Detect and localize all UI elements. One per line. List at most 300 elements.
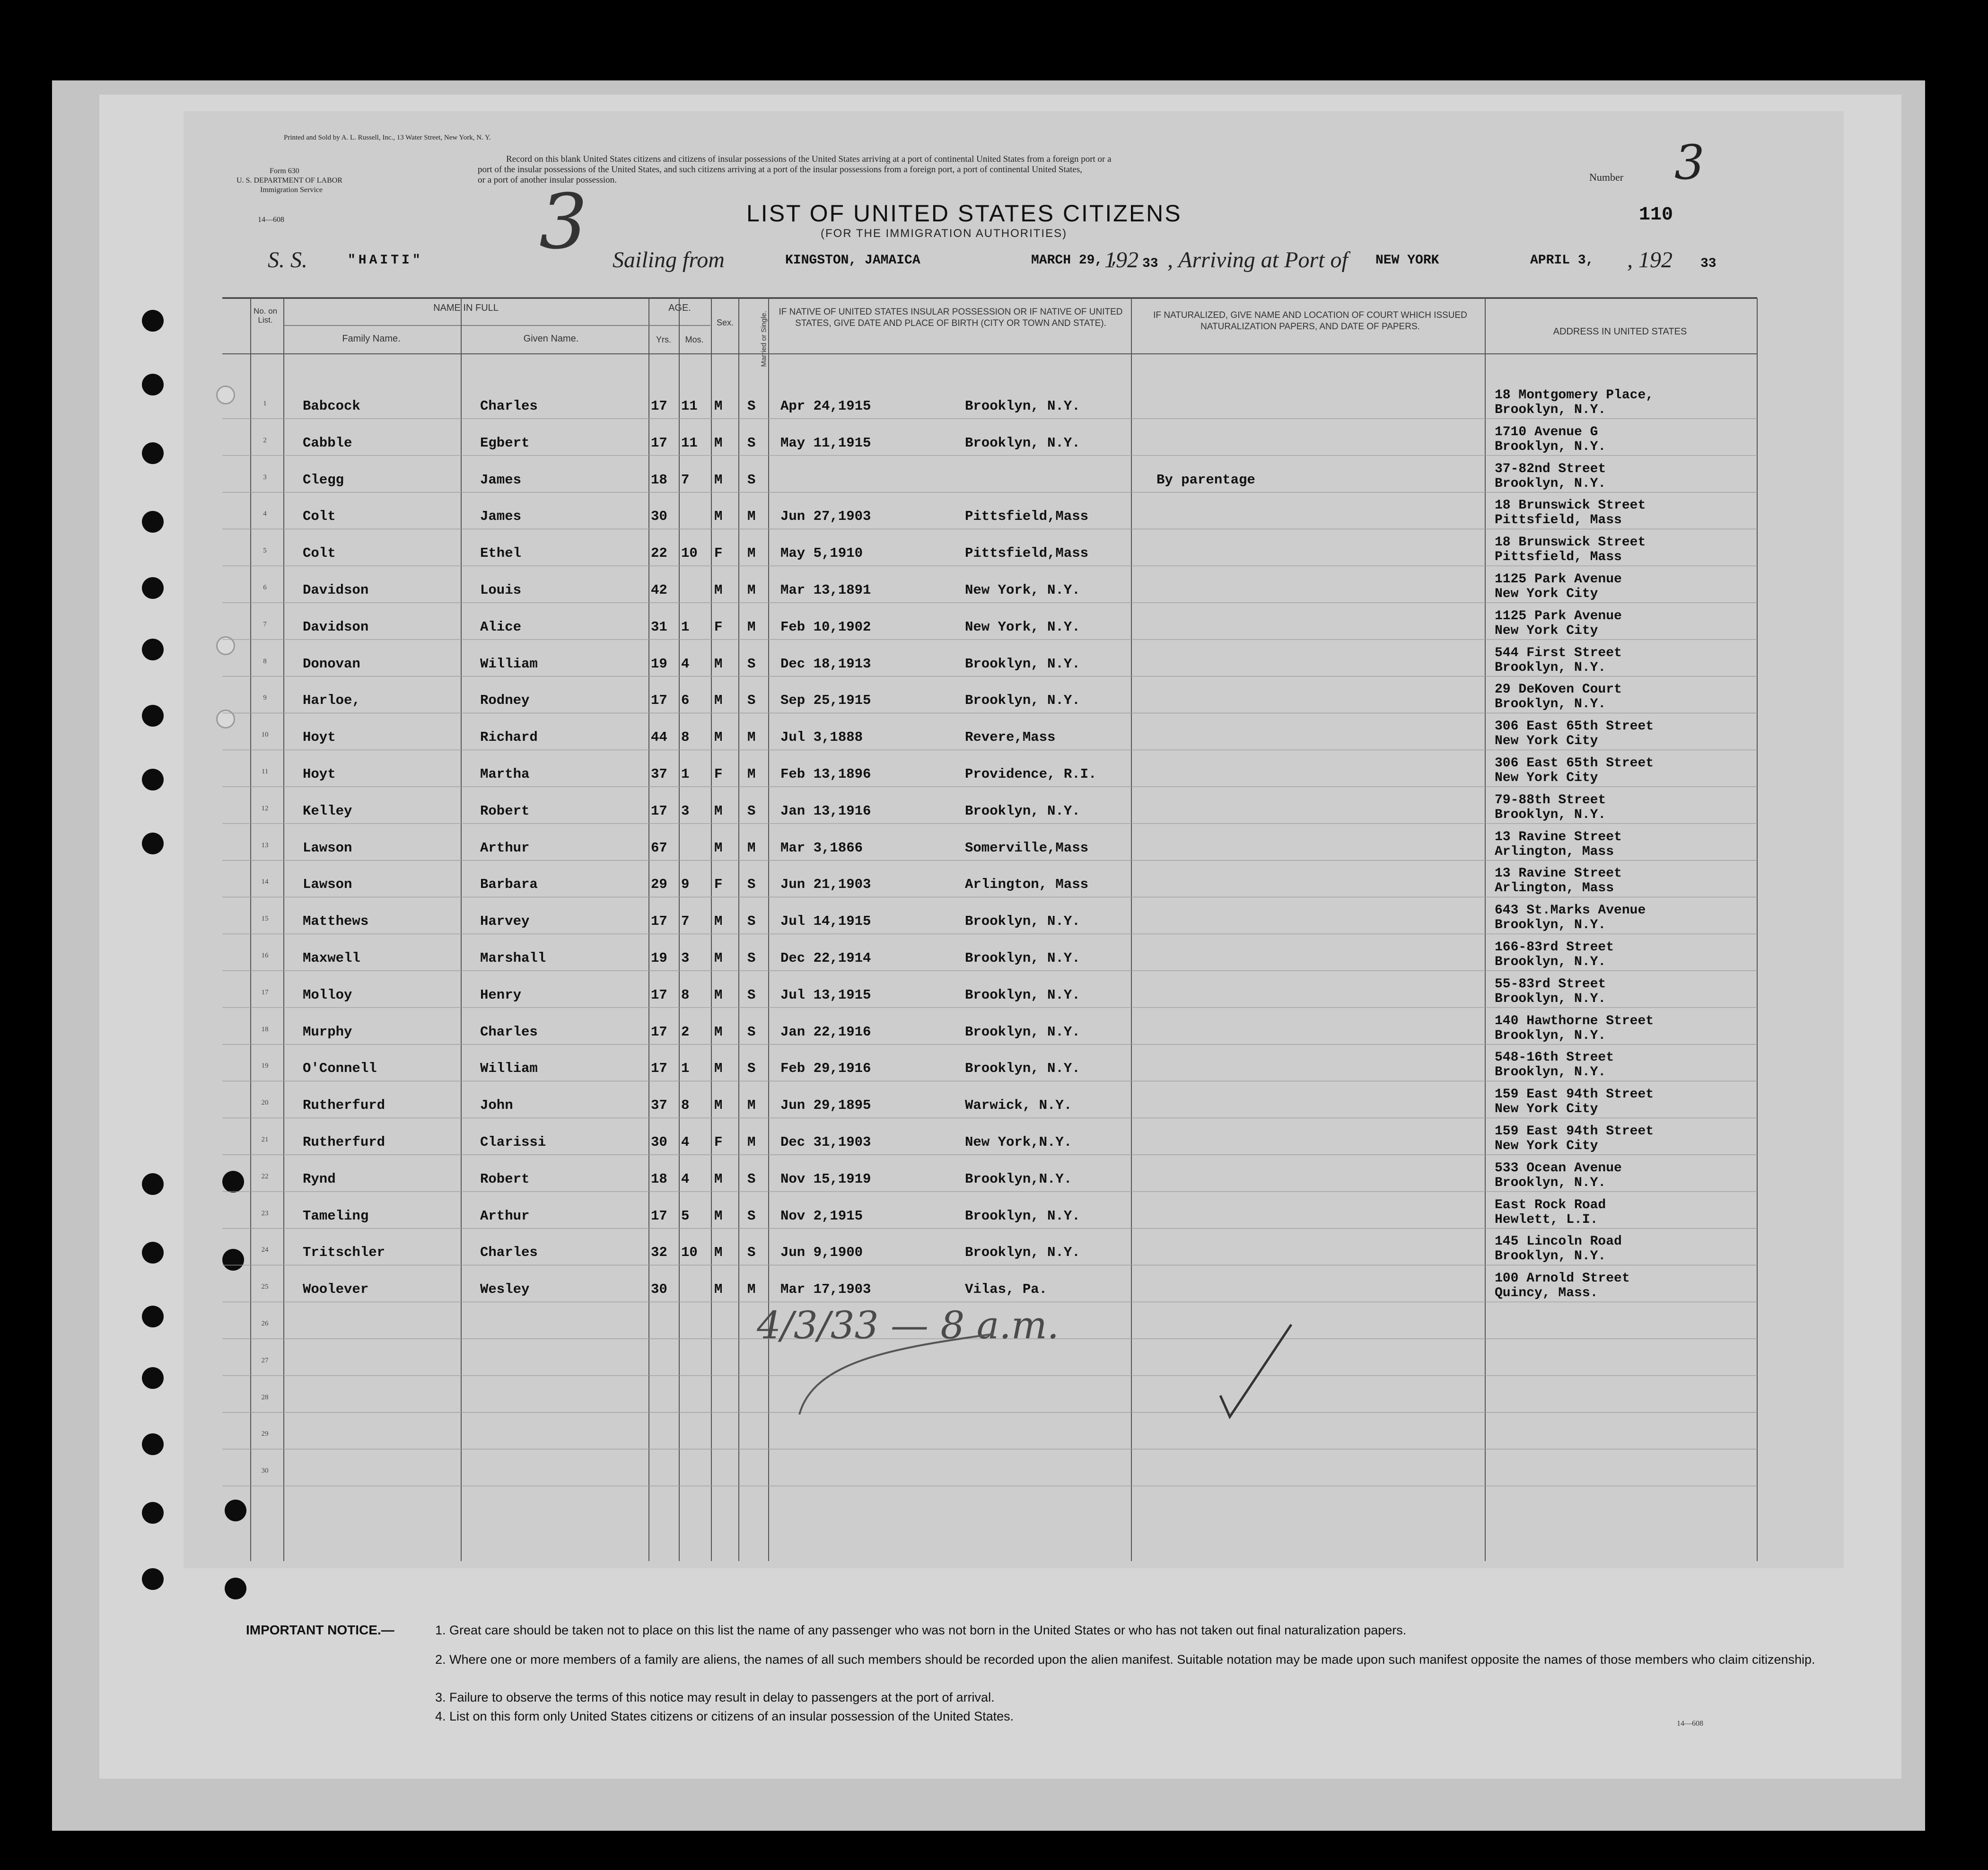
list-number: 3 bbox=[1674, 135, 1705, 190]
cell-date: Feb 13,1896 bbox=[780, 766, 871, 782]
col-mos: Mos. bbox=[685, 335, 704, 344]
pencil-strokes bbox=[795, 1306, 1315, 1429]
cell-address-line2: Brooklyn, N.Y. bbox=[1495, 697, 1606, 712]
row-number: 21 bbox=[261, 1136, 269, 1143]
cell-family: Lawson bbox=[303, 877, 352, 893]
cell-place: Pittsfield,Mass bbox=[965, 545, 1089, 562]
cell-nat: By parentage bbox=[1156, 472, 1255, 488]
cell-address-line2: Brooklyn, N.Y. bbox=[1495, 476, 1606, 491]
cell-sex: M bbox=[714, 1171, 723, 1187]
cell-family: Cabble bbox=[303, 435, 352, 451]
cell-sex: M bbox=[714, 509, 723, 525]
cell-address-line2: New York City bbox=[1495, 771, 1598, 785]
cell-sex: M bbox=[714, 1061, 723, 1077]
cell-place: Pittsfield,Mass bbox=[965, 509, 1089, 525]
cell-address-line1: 159 East 94th Street bbox=[1495, 1124, 1654, 1139]
cell-ms: S bbox=[747, 950, 756, 966]
cell-address-line1: 100 Arnold Street bbox=[1495, 1271, 1630, 1286]
row-number: 24 bbox=[261, 1246, 269, 1254]
cell-address-line2: Brooklyn, N.Y. bbox=[1495, 1249, 1606, 1264]
cell-address-line2: Brooklyn, N.Y. bbox=[1495, 403, 1606, 417]
cell-date: Dec 18,1913 bbox=[780, 656, 871, 672]
cell-family: O'Connell bbox=[303, 1061, 377, 1077]
cell-sex: M bbox=[714, 729, 723, 746]
cell-date: Jul 3,1888 bbox=[780, 729, 863, 746]
col-address: ADDRESS IN UNITED STATES bbox=[1553, 326, 1687, 337]
cell-family: Rynd bbox=[303, 1171, 336, 1187]
cell-yrs: 32 bbox=[651, 1245, 667, 1261]
cell-place: Warwick, N.Y. bbox=[965, 1097, 1072, 1114]
cell-address-line1: 18 Brunswick Street bbox=[1495, 498, 1646, 513]
cell-mos: 6 bbox=[681, 693, 690, 709]
cell-date: Feb 29,1916 bbox=[780, 1061, 871, 1077]
instruction-line-2: port of the insular possessions of the United States, and such citizens arriving at a port of the insular possessions from a foreign port, a port of continental United States, bbox=[478, 165, 1083, 175]
row-number: 19 bbox=[261, 1062, 269, 1070]
cell-given: Harvey bbox=[480, 913, 530, 930]
cell-address-line1: 159 East 94th Street bbox=[1495, 1087, 1654, 1102]
cell-yrs: 18 bbox=[651, 472, 667, 488]
cell-place: Brooklyn, N.Y. bbox=[965, 987, 1080, 1003]
cell-yrs: 30 bbox=[651, 509, 667, 525]
printer-line: Printed and Sold by A. L. Russell, Inc., 13 Water Street, New York, N. Y. bbox=[284, 134, 491, 141]
cell-place: Vilas, Pa. bbox=[965, 1282, 1048, 1298]
cell-given: John bbox=[480, 1097, 513, 1114]
cell-date: May 11,1915 bbox=[780, 435, 871, 451]
cell-place: Brooklyn, N.Y. bbox=[965, 913, 1080, 930]
cell-date: Sep 25,1915 bbox=[780, 693, 871, 709]
cell-place: Somerville,Mass bbox=[965, 840, 1089, 856]
cell-ms: S bbox=[747, 693, 756, 709]
cell-family: Tameling bbox=[303, 1208, 369, 1224]
row-number: 3 bbox=[263, 473, 267, 481]
cell-address-line2: Arlington, Mass bbox=[1495, 844, 1614, 859]
cell-date: Mar 3,1866 bbox=[780, 840, 863, 856]
cell-mos: 11 bbox=[681, 398, 698, 414]
cell-ms: S bbox=[747, 398, 756, 414]
ss-label: S. S. bbox=[268, 247, 307, 272]
cell-address-line1: 79-88th Street bbox=[1495, 792, 1606, 808]
cell-address-line2: Hewlett, L.I. bbox=[1495, 1212, 1598, 1227]
cell-given: Wesley bbox=[480, 1282, 530, 1298]
cell-address-line2: Brooklyn, N.Y. bbox=[1495, 1028, 1606, 1043]
cell-given: James bbox=[480, 509, 522, 525]
cell-ms: S bbox=[747, 913, 756, 930]
row-number: 13 bbox=[261, 841, 269, 849]
cell-family: Harloe, bbox=[303, 693, 360, 709]
row-number: 2 bbox=[263, 436, 267, 444]
cell-given: Robert bbox=[480, 1171, 530, 1187]
row-number: 29 bbox=[261, 1430, 269, 1438]
row-number: 7 bbox=[263, 620, 267, 628]
cell-sex: M bbox=[714, 472, 723, 488]
cell-sex: M bbox=[714, 840, 723, 856]
cell-place: Brooklyn, N.Y. bbox=[965, 1245, 1080, 1261]
cell-family: Rutherfurd bbox=[303, 1134, 385, 1150]
cell-family: Davidson bbox=[303, 582, 369, 598]
cell-sex: F bbox=[714, 766, 723, 782]
col-sex: Sex. bbox=[716, 318, 734, 327]
departure-port: KINGSTON, JAMAICA bbox=[785, 253, 920, 268]
cell-family: Tritschler bbox=[303, 1245, 385, 1261]
cell-address-line1: 18 Brunswick Street bbox=[1495, 535, 1646, 550]
cell-family: Donovan bbox=[303, 656, 360, 672]
cell-place: Brooklyn, N.Y. bbox=[965, 950, 1080, 966]
row-number: 14 bbox=[261, 878, 269, 886]
cell-address-line1: 13 Ravine Street bbox=[1495, 829, 1622, 844]
cell-sex: M bbox=[714, 987, 723, 1003]
notice-item-2: 2. Where one or more members of a family are aliens, the names of all such members should be recorded upon the alien manifest. Suitable notation may be made upon such manifest opposite the names of those members who claim citizenship. bbox=[435, 1652, 1815, 1667]
departure-year-prefix: 192 bbox=[1104, 247, 1139, 272]
cell-ms: S bbox=[747, 472, 756, 488]
cell-given: Richard bbox=[480, 729, 538, 746]
page-title: LIST OF UNITED STATES CITIZENS bbox=[746, 200, 1182, 227]
cell-ms: M bbox=[747, 1134, 756, 1150]
row-number: 12 bbox=[261, 804, 269, 812]
cell-mos: 7 bbox=[681, 472, 690, 488]
cell-sex: M bbox=[714, 1245, 723, 1261]
row-number: 18 bbox=[261, 1025, 269, 1033]
cell-given: Barbara bbox=[480, 877, 538, 893]
cell-date: Apr 24,1915 bbox=[780, 398, 871, 414]
row-number: 17 bbox=[261, 988, 269, 996]
cell-given: Charles bbox=[480, 398, 538, 414]
cell-address-line2: New York City bbox=[1495, 1102, 1598, 1117]
cell-given: Louis bbox=[480, 582, 522, 598]
form-code: 14—608 bbox=[258, 216, 284, 224]
cell-address-line2: Brooklyn, N.Y. bbox=[1495, 955, 1606, 969]
row-number: 23 bbox=[261, 1209, 269, 1217]
cell-address-line1: 13 Ravine Street bbox=[1495, 866, 1622, 881]
cell-ms: M bbox=[747, 509, 756, 525]
departure-date: MARCH 29, , bbox=[1031, 253, 1119, 268]
cell-yrs: 17 bbox=[651, 1208, 667, 1224]
cell-given: William bbox=[480, 1061, 538, 1077]
cell-yrs: 17 bbox=[651, 803, 667, 819]
cell-mos: 3 bbox=[681, 950, 690, 966]
arrival-year: 33 bbox=[1700, 256, 1717, 271]
cell-sex: M bbox=[714, 656, 723, 672]
cell-family: Maxwell bbox=[303, 950, 360, 966]
row-number: 22 bbox=[261, 1172, 269, 1180]
cell-address-line1: 1710 Avenue G bbox=[1495, 424, 1598, 439]
cell-ms: M bbox=[747, 582, 756, 598]
cell-date: Mar 13,1891 bbox=[780, 582, 871, 598]
cell-family: Murphy bbox=[303, 1024, 352, 1040]
row-number: 15 bbox=[261, 915, 269, 923]
row-number: 25 bbox=[261, 1283, 269, 1291]
cell-address-line2: Brooklyn, N.Y. bbox=[1495, 439, 1606, 454]
cell-ms: M bbox=[747, 1282, 756, 1298]
cell-sex: M bbox=[714, 1208, 723, 1224]
cell-given: Arthur bbox=[480, 1208, 530, 1224]
cell-ms: M bbox=[747, 729, 756, 746]
cell-sex: F bbox=[714, 619, 723, 635]
cell-place: Brooklyn, N.Y. bbox=[965, 435, 1080, 451]
sailing-label: Sailing from bbox=[613, 247, 725, 272]
instruction-line-3: or a port of another insular possession. bbox=[478, 175, 617, 185]
cell-place: Brooklyn, N.Y. bbox=[965, 693, 1080, 709]
cell-date: Jan 13,1916 bbox=[780, 803, 871, 819]
cell-given: Rodney bbox=[480, 693, 530, 709]
cell-yrs: 30 bbox=[651, 1134, 667, 1150]
cell-address-line1: 548-16th Street bbox=[1495, 1050, 1614, 1065]
cell-mos: 7 bbox=[681, 913, 690, 930]
col-married: Married or Single. bbox=[760, 311, 768, 367]
col-yrs: Yrs. bbox=[656, 335, 671, 344]
cell-ms: S bbox=[747, 1024, 756, 1040]
cell-yrs: 67 bbox=[651, 840, 667, 856]
cell-sex: M bbox=[714, 950, 723, 966]
cell-date: Nov 2,1915 bbox=[780, 1208, 863, 1224]
cell-family: Hoyt bbox=[303, 729, 336, 746]
service-name: Immigration Service bbox=[260, 186, 323, 194]
col-naturalized: IF NATURALIZED, GIVE NAME AND LOCATION OF COURT WHICH ISSUED NATURALIZATION PAPERS, AND DATE OF PAPERS. bbox=[1153, 310, 1467, 332]
cell-sex: M bbox=[714, 693, 723, 709]
arrival-date: APRIL 3, bbox=[1530, 253, 1594, 268]
cell-place: Arlington, Mass bbox=[965, 877, 1089, 893]
cell-given: Robert bbox=[480, 803, 530, 819]
row-number: 16 bbox=[261, 952, 269, 959]
cell-given: William bbox=[480, 656, 538, 672]
cell-mos: 1 bbox=[681, 1061, 690, 1077]
cell-family: Davidson bbox=[303, 619, 369, 635]
cell-place: New York, N.Y. bbox=[965, 619, 1080, 635]
cell-place: New York,N.Y. bbox=[965, 1134, 1072, 1150]
cell-yrs: 29 bbox=[651, 877, 667, 893]
cell-family: Babcock bbox=[303, 398, 360, 414]
cell-ms: M bbox=[747, 766, 756, 782]
row-number: 4 bbox=[263, 510, 267, 518]
cell-ms: M bbox=[747, 1097, 756, 1114]
cell-yrs: 17 bbox=[651, 693, 667, 709]
cell-family: Woolever bbox=[303, 1282, 369, 1298]
cell-sex: M bbox=[714, 1024, 723, 1040]
form-code-bottom: 14—608 bbox=[1677, 1720, 1703, 1728]
cell-address-line2: Brooklyn, N.Y. bbox=[1495, 1175, 1606, 1190]
cell-address-line1: 1125 Park Avenue bbox=[1495, 608, 1622, 623]
cell-ms: S bbox=[747, 656, 756, 672]
cell-family: Lawson bbox=[303, 840, 352, 856]
cell-date: Nov 15,1919 bbox=[780, 1171, 871, 1187]
cell-yrs: 18 bbox=[651, 1171, 667, 1187]
col-age-group: AGE. bbox=[668, 303, 691, 313]
number-label: Number bbox=[1589, 171, 1624, 183]
col-given: Given Name. bbox=[523, 334, 579, 344]
cell-given: Egbert bbox=[480, 435, 530, 451]
cell-family: Matthews bbox=[303, 913, 369, 930]
row-number: 6 bbox=[263, 584, 267, 591]
cell-address-line2: Brooklyn, N.Y. bbox=[1495, 807, 1606, 822]
row-number: 9 bbox=[263, 694, 267, 702]
cell-mos: 8 bbox=[681, 987, 690, 1003]
cell-sex: M bbox=[714, 1097, 723, 1114]
cell-address-line1: 55-83rd Street bbox=[1495, 976, 1606, 992]
cell-family: Rutherfurd bbox=[303, 1097, 385, 1114]
cell-address-line1: 306 East 65th Street bbox=[1495, 756, 1654, 771]
row-number: 20 bbox=[261, 1099, 269, 1107]
ship-name: "HAITI" bbox=[348, 253, 423, 268]
cell-yrs: 31 bbox=[651, 619, 667, 635]
row-number: 26 bbox=[261, 1320, 269, 1327]
cell-mos: 9 bbox=[681, 877, 690, 893]
cell-place: New York, N.Y. bbox=[965, 582, 1080, 598]
notice-item-4: 4. List on this form only United States citizens or citizens of an insular possession of the United States. bbox=[435, 1709, 1014, 1723]
cell-ms: S bbox=[747, 987, 756, 1003]
form-number: Form 630 bbox=[270, 167, 299, 175]
cell-address-line1: 544 First Street bbox=[1495, 645, 1622, 660]
cell-yrs: 37 bbox=[651, 766, 667, 782]
cell-given: Clarissi bbox=[480, 1134, 546, 1150]
handwritten-mark: 3 bbox=[539, 177, 587, 266]
cell-family: Colt bbox=[303, 509, 336, 525]
page-reference: 110 bbox=[1639, 204, 1673, 226]
cell-given: Arthur bbox=[480, 840, 530, 856]
cell-yrs: 17 bbox=[651, 1024, 667, 1040]
cell-given: Henry bbox=[480, 987, 522, 1003]
cell-family: Hoyt bbox=[303, 766, 336, 782]
cell-mos: 5 bbox=[681, 1208, 690, 1224]
cell-address-line2: New York City bbox=[1495, 1139, 1598, 1153]
cell-ms: S bbox=[747, 1245, 756, 1261]
cell-mos: 11 bbox=[681, 435, 698, 451]
cell-yrs: 30 bbox=[651, 1282, 667, 1298]
arrival-port: NEW YORK bbox=[1375, 253, 1439, 268]
cell-place: Brooklyn, N.Y. bbox=[965, 1061, 1080, 1077]
cell-address-line2: New York City bbox=[1495, 623, 1598, 638]
cell-address-line2: Brooklyn, N.Y. bbox=[1495, 991, 1606, 1006]
cell-mos: 4 bbox=[681, 1171, 690, 1187]
cell-yrs: 19 bbox=[651, 656, 667, 672]
cell-address-line2: Brooklyn, N.Y. bbox=[1495, 1065, 1606, 1080]
cell-given: Charles bbox=[480, 1024, 538, 1040]
cell-date: May 5,1910 bbox=[780, 545, 863, 562]
cell-address-line1: 18 Montgomery Place, bbox=[1495, 388, 1654, 403]
cell-yrs: 17 bbox=[651, 435, 667, 451]
cell-date: Feb 10,1902 bbox=[780, 619, 871, 635]
cell-ms: M bbox=[747, 545, 756, 562]
cell-sex: M bbox=[714, 803, 723, 819]
row-number: 1 bbox=[263, 400, 267, 407]
departure-year: 33 bbox=[1142, 256, 1158, 271]
notice-label: IMPORTANT NOTICE.— bbox=[246, 1623, 394, 1637]
cell-place: Brooklyn,N.Y. bbox=[965, 1171, 1072, 1187]
row-number: 28 bbox=[261, 1393, 269, 1401]
cell-address-line1: 533 Ocean Avenue bbox=[1495, 1160, 1622, 1176]
cell-mos: 8 bbox=[681, 1097, 690, 1114]
cell-sex: M bbox=[714, 398, 723, 414]
cell-ms: M bbox=[747, 619, 756, 635]
arriving-label: , Arriving at Port of bbox=[1167, 247, 1348, 272]
cell-address-line2: New York City bbox=[1495, 587, 1598, 601]
cell-address-line1: 166-83rd Street bbox=[1495, 940, 1614, 955]
row-number: 27 bbox=[261, 1356, 269, 1364]
cell-mos: 10 bbox=[681, 1245, 698, 1261]
cell-family: Kelley bbox=[303, 803, 352, 819]
cell-place: Brooklyn, N.Y. bbox=[965, 656, 1080, 672]
row-number: 10 bbox=[261, 731, 269, 739]
cell-sex: F bbox=[714, 545, 723, 562]
cell-date: Jun 9,1900 bbox=[780, 1245, 863, 1261]
cell-address-line2: Arlington, Mass bbox=[1495, 881, 1614, 896]
cell-date: Dec 31,1903 bbox=[780, 1134, 871, 1150]
notice-item-3: 3. Failure to observe the terms of this notice may result in delay to passengers at the port of arrival. bbox=[435, 1690, 995, 1704]
cell-ms: S bbox=[747, 1171, 756, 1187]
cell-yrs: 17 bbox=[651, 987, 667, 1003]
cell-given: Charles bbox=[480, 1245, 538, 1261]
row-number: 5 bbox=[263, 547, 267, 555]
cell-address-line1: 643 St.Marks Avenue bbox=[1495, 903, 1646, 918]
instruction-line-1: Record on this blank United States citizens and citizens of insular possessions of the United States arriving at a port of continental United States from a foreign port or a bbox=[506, 154, 1112, 164]
cell-address-line1: 306 East 65th Street bbox=[1495, 719, 1654, 734]
cell-mos: 1 bbox=[681, 619, 690, 635]
cell-given: Ethel bbox=[480, 545, 522, 562]
col-family: Family Name. bbox=[342, 334, 401, 344]
cell-family: Colt bbox=[303, 545, 336, 562]
cell-sex: F bbox=[714, 877, 723, 893]
cell-place: Brooklyn, N.Y. bbox=[965, 803, 1080, 819]
arrival-year-prefix: , 192 bbox=[1627, 247, 1673, 272]
cell-mos: 8 bbox=[681, 729, 690, 746]
cell-family: Molloy bbox=[303, 987, 352, 1003]
cell-address-line2: Pittsfield, Mass bbox=[1495, 550, 1622, 565]
cell-ms: S bbox=[747, 1061, 756, 1077]
cell-place: Brooklyn, N.Y. bbox=[965, 1024, 1080, 1040]
cell-ms: M bbox=[747, 840, 756, 856]
cell-given: James bbox=[480, 472, 522, 488]
cell-sex: M bbox=[714, 1282, 723, 1298]
cell-yrs: 17 bbox=[651, 1061, 667, 1077]
cell-given: Alice bbox=[480, 619, 522, 635]
cell-place: Providence, R.I. bbox=[965, 766, 1097, 782]
handwritten-annotation: 4/3/33 — 8 a.m. bbox=[757, 1303, 1060, 1347]
cell-mos: 3 bbox=[681, 803, 690, 819]
cell-address-line1: 1125 Park Avenue bbox=[1495, 572, 1622, 587]
cell-date: Dec 22,1914 bbox=[780, 950, 871, 966]
cell-address-line1: 37-82nd Street bbox=[1495, 461, 1606, 476]
cell-given: Marshall bbox=[480, 950, 546, 966]
cell-yrs: 42 bbox=[651, 582, 667, 598]
cell-date: Jul 14,1915 bbox=[780, 913, 871, 930]
cell-address-line2: Brooklyn, N.Y. bbox=[1495, 918, 1606, 933]
col-birth: IF NATIVE OF UNITED STATES INSULAR POSSESSION OR IF NATIVE OF UNITED STATES, GIVE DATE AND PLACE OF BIRTH (CITY OR TOWN AND STATE). bbox=[779, 307, 1123, 328]
cell-date: Mar 17,1903 bbox=[780, 1282, 871, 1298]
cell-yrs: 17 bbox=[651, 398, 667, 414]
cell-sex: M bbox=[714, 913, 723, 930]
cell-address-line2: New York City bbox=[1495, 734, 1598, 749]
cell-yrs: 37 bbox=[651, 1097, 667, 1114]
cell-mos: 4 bbox=[681, 656, 690, 672]
cell-address-line1: 140 Hawthorne Street bbox=[1495, 1013, 1654, 1028]
cell-date: Jun 21,1903 bbox=[780, 877, 871, 893]
col-no: No. on List. bbox=[253, 307, 278, 325]
cell-address-line2: Brooklyn, N.Y. bbox=[1495, 660, 1606, 675]
cell-date: Jul 13,1915 bbox=[780, 987, 871, 1003]
cell-sex: F bbox=[714, 1134, 723, 1150]
cell-mos: 1 bbox=[681, 766, 690, 782]
cell-mos: 10 bbox=[681, 545, 698, 562]
page-subtitle: (FOR THE IMMIGRATION AUTHORITIES) bbox=[821, 227, 1068, 240]
cell-date: Jun 29,1895 bbox=[780, 1097, 871, 1114]
cell-address-line2: Quincy, Mass. bbox=[1495, 1286, 1598, 1301]
cell-family: Clegg bbox=[303, 472, 344, 488]
department-name: U. S. DEPARTMENT OF LABOR bbox=[236, 176, 342, 184]
cell-sex: M bbox=[714, 582, 723, 598]
cell-ms: S bbox=[747, 877, 756, 893]
row-number: 30 bbox=[261, 1467, 269, 1475]
cell-address-line1: 29 DeKoven Court bbox=[1495, 682, 1622, 697]
cell-ms: S bbox=[747, 435, 756, 451]
cell-place: Revere,Mass bbox=[965, 729, 1056, 746]
